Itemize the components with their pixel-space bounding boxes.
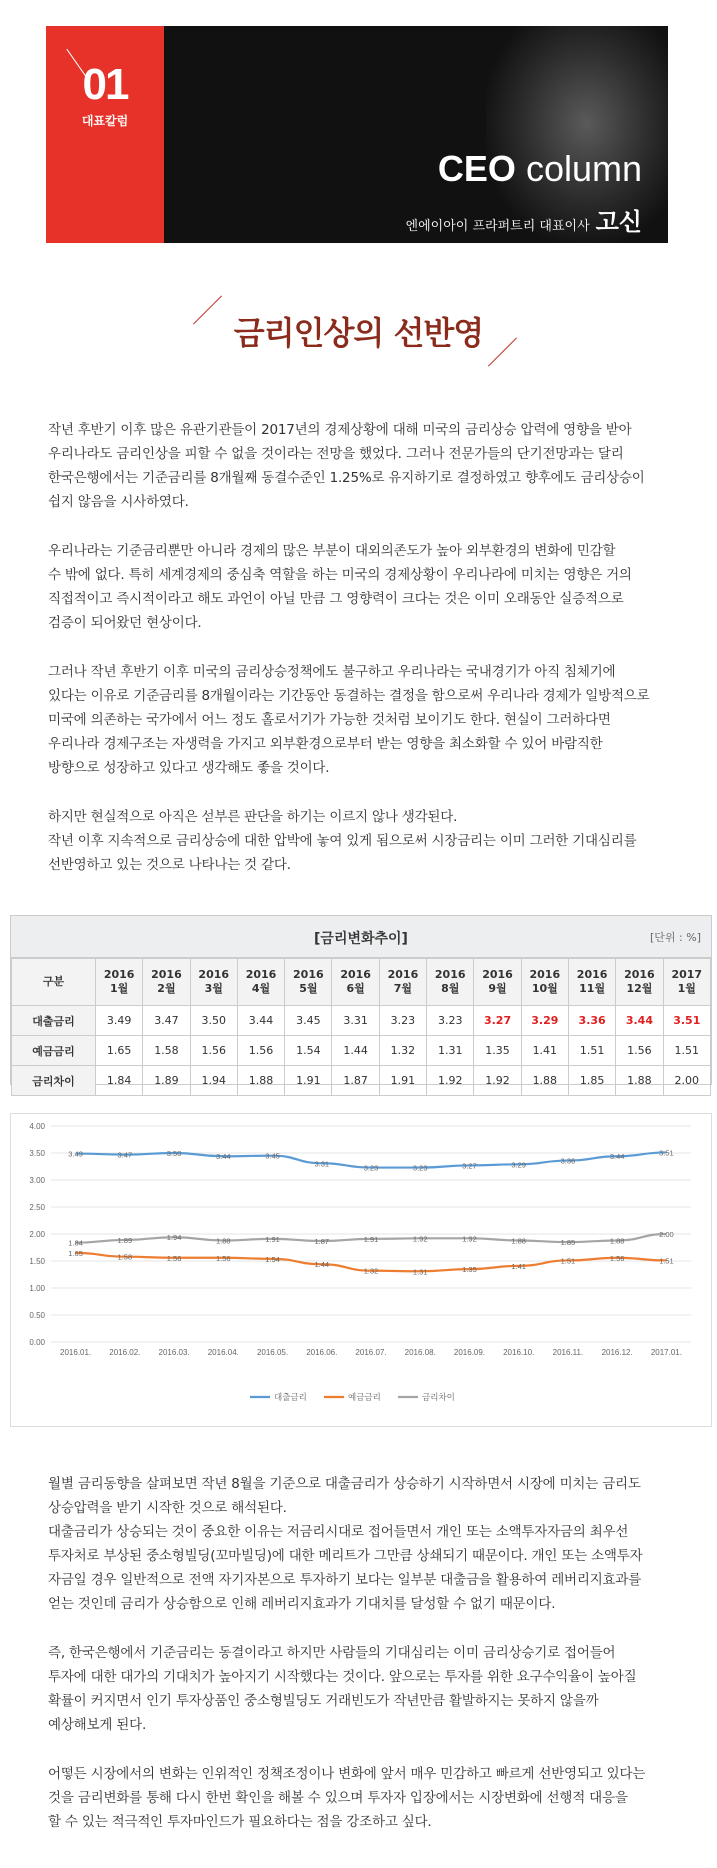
rate-table-unit: [단위 : %] [650,931,701,944]
data-label: 1.89 [117,1235,133,1245]
rate-table-col-header [285,959,332,1006]
data-label: 1.85 [560,1238,576,1248]
data-label: 1.91 [363,1234,379,1244]
data-label: 3.31 [314,1159,330,1169]
x-tick-label: 2016.06. [306,1348,338,1357]
article-paragraph: 월별 금리동향을 살펴보면 작년 8월을 기준으로 대출금리가 상승하기 시작하면서 시장에 미치는 금리도 상승압력을 받기 시작한 것으로 해석된다. 대출금리가 상승되는 것이 중요한 이유는 저금리시대로 접어들면서 개인 또는 소액투자자금의 최우선 투자처로 부상된 중소형빌딩(꼬마빌딩)에 대한 메리트가 그만큼 상쇄되기 때문이다. 개인 또는 소액투자 자금일 경우 일반적으로 전액 자기자본으로 투자하기 보다는 일부분 대출금을 활용하여 레버리지효과를 얻는 것인데 금리가 상승함으로 인해 레버리지효과가 기대치를 달성할 수 없기 때문이다. [48,1476,643,1612]
data-label: 1.88 [511,1236,526,1246]
col-year: 2016 [245,968,277,981]
rate-cell: 1.85 [568,1066,615,1096]
data-label: 1.94 [166,1233,182,1243]
rate-table-col-header [521,959,568,1006]
rate-chart [10,1113,712,1427]
data-label: 1.56 [166,1253,182,1263]
x-tick-label: 2016.02. [109,1348,141,1357]
data-label: 3.29 [511,1160,526,1170]
article-paragraph: 그러나 작년 후반기 이후 미국의 금리상승정책에도 불구하고 우리나라는 국내경기가 아직 침체기에 있다는 이유로 기준금리를 8개월이라는 기간동안 동결하는 결정을 함으로써 우리나라 경제가 일방적으로 미국에 의존하는 국가에서 어느 정도 홀로서기가 가능한 것처럼 보이기도 한다. 현실이 그러하다면 우리나라 경제구조는 자생력을 가지고 외부환경으로부터 받는 영향을 최소화할 수 있어 바람직한 방향으로 성장하고 있다고 생각해도 좋을 것이다. [48,664,650,776]
data-label: 1.41 [511,1261,526,1271]
banner-title [438,148,642,190]
data-label: 1.87 [314,1237,330,1247]
x-tick-label: 2016.01. [60,1348,92,1357]
col-year: 2016 [434,968,466,981]
rate-cell: 1.35 [474,1036,521,1066]
data-label: 1.84 [68,1238,83,1248]
rate-cell: 1.92 [474,1066,521,1096]
rate-table-row [12,1006,711,1036]
col-month: 8월 [441,982,460,995]
author-byline [406,202,642,237]
data-label: 3.23 [412,1163,428,1173]
col-month: 2월 [157,982,176,995]
rate-cell: 3.27 [474,1006,521,1036]
row-label: 예금금리 [12,1036,96,1066]
rate-cell: 3.36 [568,1006,615,1036]
rate-table-header [11,916,711,958]
rate-cell: 1.31 [427,1036,474,1066]
banner-title-bold: CEO [437,148,516,189]
rate-table-col-header [474,959,521,1006]
rate-cell: 1.65 [96,1036,143,1066]
rate-cell: 1.84 [96,1066,143,1096]
col-year: 2016 [198,968,230,981]
y-tick-label: 0.00 [29,1338,45,1347]
data-label: 1.44 [314,1260,330,1270]
data-label: 3.49 [68,1149,83,1159]
author-name: 고신 [595,207,642,236]
data-label: 2.00 [659,1230,674,1239]
row-label: 대출금리 [12,1006,96,1036]
rate-table [11,958,711,1096]
col-year: 2016 [482,968,513,981]
col-month: 5월 [299,982,318,995]
data-label: 3.36 [560,1156,576,1166]
data-label: 3.44 [216,1152,231,1162]
y-tick-label: 0.50 [29,1311,45,1320]
rate-table-col-header [143,959,190,1006]
rate-cell: 1.88 [616,1066,663,1096]
data-label: 3.51 [659,1148,674,1158]
rate-cell: 1.87 [332,1066,379,1096]
rate-cell: 3.44 [237,1006,284,1036]
rate-table-corner: 구분 [12,959,96,1006]
rate-table-row [12,1066,711,1096]
article-paragraph: 어떻든 시장에서의 변화는 인위적인 정책조정이나 변화에 앞서 매우 민감하고 빠르게 선반영되고 있다는 것을 금리변화를 통해 다시 한번 확인을 해볼 수 있으며 투자자 입장에서는 시장변화에 선행적 대응을 할 수 있는 적극적인 투자마인드가 필요하다는 점을 강조하고 싶다. [48,1766,646,1830]
rate-table-col-header [332,959,379,1006]
row-label: 금리차이 [12,1066,96,1096]
data-label: 3.45 [265,1151,280,1161]
rate-cell: 3.31 [332,1006,379,1036]
rate-table-col-header [663,959,710,1006]
article-paragraph: 작년 후반기 이후 많은 유관기관들이 2017년의 경제상황에 대해 미국의 금리상승 압력에 영향을 받아 우리나라도 금리인상을 피할 수 없을 것이라는 전망을 했었다. 그러나 전문가들의 단기전망과는 달리 한국은행에서는 기준금리를 8개월째 동결수준인 1.25%로 유지하기로 결정하였고 향후에도 금리상승이 쉽지 않음을 시사하였다. [48,422,645,510]
article-paragraph: 우리나라는 기준금리뿐만 아니라 경제의 많은 부분이 대외의존도가 높아 외부환경의 변화에 민감할 수 밖에 없다. 특히 세계경제의 중심축 역할을 하는 미국의 경제상황이 우리나라에 미치는 영향은 거의 직접적이고 즉시적이라고 해도 과언이 아닐 만큼 그 영향력이 크다는 것은 이미 오래동안 실증적으로 검증이 되어왔던 현상이다. [48,543,632,631]
y-tick-label: 2.50 [29,1203,45,1212]
rate-cell: 3.51 [663,1006,710,1036]
rate-cell: 3.29 [521,1006,568,1036]
rate-cell: 1.56 [190,1036,237,1066]
data-label: 1.88 [609,1236,625,1246]
x-tick-label: 2016.03. [158,1348,190,1357]
col-year: 2016 [103,968,135,981]
col-month: 4월 [251,982,271,995]
data-label: 3.47 [117,1150,133,1160]
data-label: 1.51 [659,1256,674,1266]
rate-table-col-header [379,959,426,1006]
rate-cell: 1.56 [616,1036,663,1066]
rate-table-col-header [96,959,143,1006]
rate-cell: 1.44 [332,1036,379,1066]
article-paragraph: 하지만 현실적으로 아직은 섣부른 판단을 하기는 이르지 않나 생각된다. 작년 이후 지속적으로 금리상승에 대한 압박에 놓여 있게 됨으로써 시장금리는 이미 그러한 기대심리를 선반영하고 있는 것으로 나타나는 것 같다. [48,809,637,873]
data-label: 1.58 [117,1252,133,1262]
x-tick-label: 2017.01. [650,1348,682,1357]
rate-table-body [12,1006,711,1096]
rate-cell: 3.23 [427,1006,474,1036]
x-tick-label: 2016.04. [207,1348,239,1357]
col-year: 2016 [529,968,561,981]
article-title: 금리인상의 선반영 [233,314,484,352]
rate-cell: 1.88 [237,1066,284,1096]
data-label: 1.51 [560,1256,576,1266]
article-paragraph: 즉, 한국은행에서 기준금리는 동결이라고 하지만 사람들의 기대심리는 이미 금리상승기로 접어들어 투자에 대한 대가의 기대치가 높아지기 시작했다는 것이다. 앞으로는 투자를 위한 요구수익율이 높아질 확률이 커지면서 인기 투자상품인 중소형빌딩도 거래빈도가 작년만큼 활발하지는 못하지 않을까 예상해보게 된다. [48,1645,637,1733]
data-label: 1.56 [216,1253,231,1263]
rate-cell: 1.88 [521,1066,568,1096]
author-position: 엔에이아이 프라퍼트리 대표이사 [405,219,590,234]
rate-cell: 1.89 [143,1066,190,1096]
col-year: 2016 [576,968,608,981]
column-category: 대표칼럼 [81,114,129,128]
col-year: 2016 [624,968,655,981]
col-year: 2017 [671,968,703,981]
y-tick-label: 3.00 [29,1176,45,1185]
data-label: 1.35 [462,1265,477,1275]
col-month: 7월 [393,982,413,995]
x-tick-label: 2016.07. [355,1348,387,1357]
data-label: 1.88 [216,1236,231,1246]
data-label: 3.23 [363,1163,379,1173]
col-month: 3월 [204,982,223,995]
rate-table-head-row [12,959,711,1006]
y-tick-label: 3.50 [29,1149,45,1158]
col-month: 12월 [626,982,653,995]
x-tick-label: 2016.10. [503,1348,535,1357]
data-label: 3.44 [609,1152,625,1162]
data-label: 1.65 [68,1248,83,1258]
x-tick-label: 2016.09. [453,1348,486,1357]
rate-cell: 1.94 [190,1066,237,1096]
column-number: 01 [82,60,128,109]
data-label: 3.27 [462,1161,477,1171]
rate-table-col-header [427,959,474,1006]
ceo-column-banner [46,26,668,243]
col-year: 2016 [340,968,371,981]
data-label: 1.54 [265,1254,280,1264]
col-month: 11월 [579,982,606,995]
legend-label: 대출금리 [274,1393,307,1403]
x-tick-label: 2016.05. [256,1348,289,1357]
rate-table-box [10,915,712,1088]
legend-label: 금리차이 [422,1393,455,1403]
column-number-block [46,26,164,243]
rate-cell: 1.41 [521,1036,568,1066]
data-label: 1.92 [462,1234,477,1244]
y-tick-label: 1.00 [29,1284,45,1293]
rate-cell: 1.91 [285,1066,332,1096]
rate-cell: 1.92 [427,1066,474,1096]
data-label: 1.56 [609,1253,625,1263]
rate-cell: 1.51 [663,1036,710,1066]
col-month: 10월 [531,982,558,995]
y-tick-label: 1.50 [29,1257,45,1266]
x-tick-label: 2016.11. [552,1348,584,1357]
rate-table-row [12,1036,711,1066]
col-month: 9월 [488,982,507,995]
rate-table-col-header [616,959,663,1006]
col-year: 2016 [293,968,324,981]
legend-label: 예금금리 [348,1393,381,1403]
rate-line-chart [11,1114,711,1426]
rate-cell: 3.23 [379,1006,426,1036]
x-tick-label: 2016.08. [404,1348,436,1357]
rate-cell: 1.58 [143,1036,190,1066]
data-label: 1.31 [412,1267,428,1277]
y-tick-label: 4.00 [29,1122,45,1131]
rate-table-title: [금리변화추이] [314,931,408,947]
col-month: 1월 [677,982,696,995]
col-year: 2016 [151,968,182,981]
data-label: 1.32 [363,1266,379,1276]
col-month: 1월 [110,982,129,995]
rate-cell: 2.00 [663,1066,710,1096]
data-label: 3.50 [166,1149,182,1158]
rate-cell: 3.44 [616,1006,663,1036]
rate-table-col-header [190,959,237,1006]
col-month: 6월 [346,982,365,995]
article-title-block [0,296,717,366]
rate-cell: 1.54 [285,1036,332,1066]
data-label: 1.92 [412,1234,428,1244]
rate-table-col-header [237,959,284,1006]
rate-cell: 3.50 [190,1006,237,1036]
rate-cell: 3.49 [96,1006,143,1036]
rate-cell: 1.91 [379,1066,426,1096]
col-year: 2016 [387,968,419,981]
rate-cell: 1.51 [568,1036,615,1066]
x-tick-label: 2016.12. [601,1348,633,1357]
data-label: 1.91 [265,1234,280,1244]
rate-cell: 3.45 [285,1006,332,1036]
rate-cell: 3.47 [143,1006,190,1036]
rate-cell: 1.32 [379,1036,426,1066]
rate-table-col-header [568,959,615,1006]
y-tick-label: 2.00 [29,1230,45,1239]
banner-title-light: column [525,148,642,189]
rate-cell: 1.56 [237,1036,284,1066]
